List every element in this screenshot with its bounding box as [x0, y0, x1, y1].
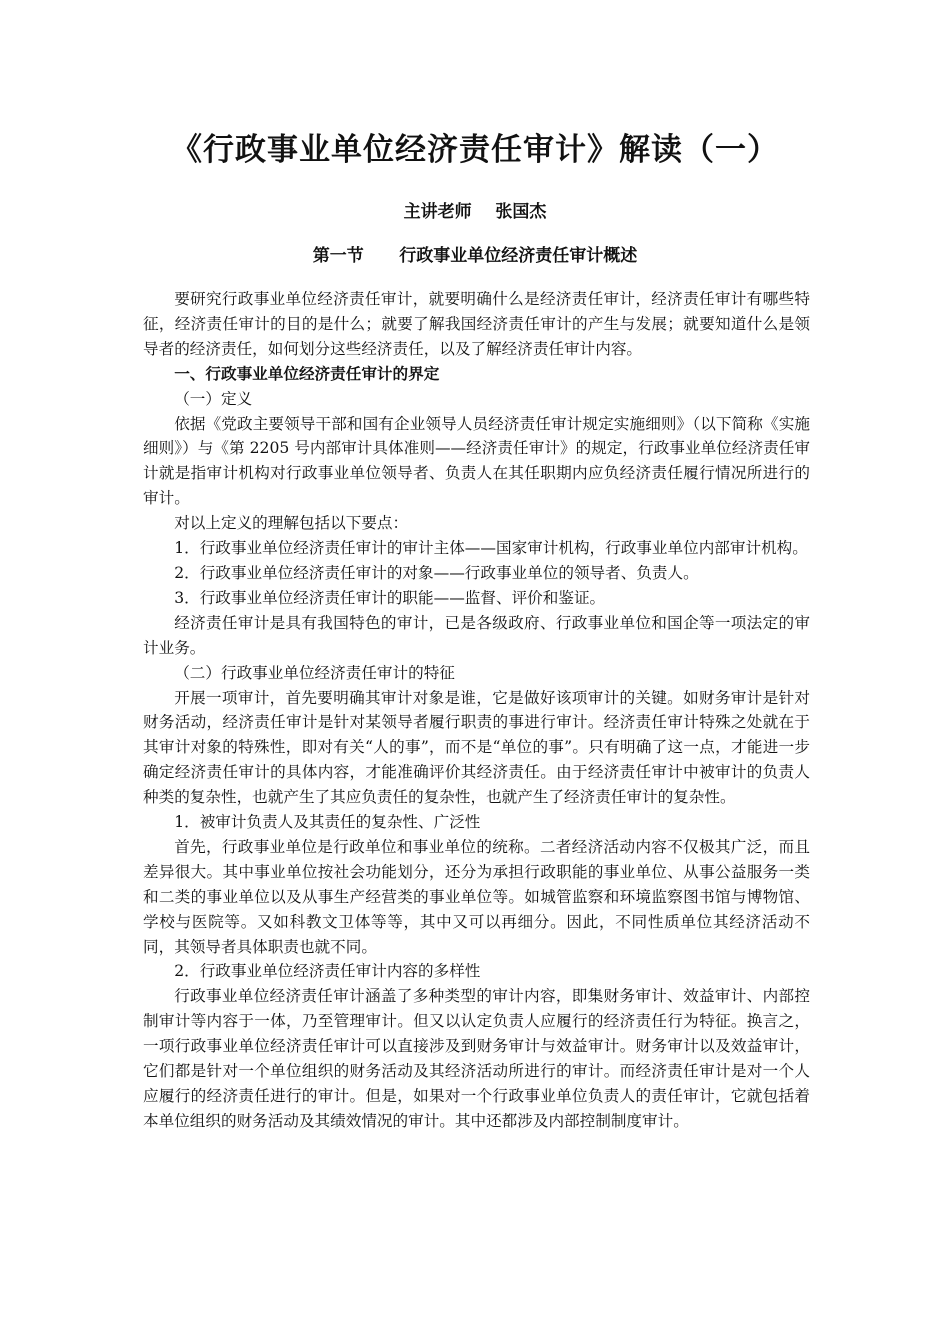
subsection-heading: （二）行政事业单位经济责任审计的特征: [174, 663, 455, 682]
list-item: 2．行政事业单位经济责任审计内容的多样性: [174, 962, 481, 981]
paragraph: 首先，行政事业单位是行政单位和事业单位的统称。二者经济活动内容不仅极其广泛，而且差异很大。其中事业单位按社会功能划分，还分为承担行政职能的事业单位、从事公益服务一类和二类的事业单位以及从事生产经营类的事业单位等。如城管监察和环境监察图书馆与博物馆、学校与医院等。又如科教文卫体等等，其中又可以再细分。因此，不同性质单位其经济活动不同，其领导者具体职责也就不同。: [143, 837, 810, 956]
paragraph: 依据《党政主要领导干部和国有企业领导人员经济责任审计规定实施细则》（以下简称《实施细则》）与《第 2205 号内部审计具体准则——经济责任审计》的规定，行政事业单位经济责任审计就是指审计机构对行政事业单位领导者、负责人在其任职期内应负经济责任履行情况所进行的审计。: [143, 414, 810, 508]
paragraph: 对以上定义的理解包括以下要点：: [174, 514, 409, 533]
paragraph: 要研究行政事业单位经济责任审计，就要明确什么是经济责任审计，经济责任审计有哪些特征，经济责任审计的目的是什么；就要了解我国经济责任审计的产生与发展；就要知道什么是领导者的经济责任，如何划分这些经济责任，以及了解经济责任审计内容。: [143, 290, 810, 358]
subsection-heading: （一）定义: [174, 389, 253, 408]
paragraph: 经济责任审计是具有我国特色的审计，已是各级政府、行政事业单位和国企等一项法定的审计业务。: [143, 613, 810, 657]
lecturer-line: 主讲老师 张国杰: [403, 202, 547, 222]
list-item: 1．被审计负责人及其责任的复杂性、广泛性: [174, 813, 481, 832]
paragraph: 行政事业单位经济责任审计涵盖了多种类型的审计内容，即集财务审计、效益审计、内部控制审计等内容于一体，乃至管理审计。但又以认定负责人应履行的经济责任行为特征。换言之，一项行政事业单位经济责任审计可以直接涉及到财务审计与效益审计。财务审计以及效益审计，它们都是针对一个单位组织的财务活动及其经济活动所进行的审计。而经济责任审计是对一个人应履行的经济责任进行的审计。但是，如果对一个行政事业单位负责人的责任审计，它就包括着本单位组织的财务活动及其绩效情况的审计。其中还都涉及内部控制制度审计。: [143, 987, 810, 1130]
list-item: 3．行政事业单位经济责任审计的职能——监督、评价和鉴证。: [174, 588, 606, 607]
paragraph: 开展一项审计，首先要明确其审计对象是谁，它是做好该项审计的关键。如财务审计是针对财务活动，经济责任审计是针对某领导者履行职责的事进行审计。经济责任审计特殊之处就在于其审计对象的特殊性，即对有关“人的事”，而不是“单位的事”。只有明确了这一点，才能进一步确定经济责任审计的具体内容，才能准确评价其经济责任。由于经济责任审计中被审计的负责人种类的复杂性，也就产生了其应负责任的复杂性，也就产生了经济责任审计的复杂性。: [143, 688, 810, 807]
document-title: 《行政事业单位经济责任审计》解读（一）: [171, 132, 779, 168]
list-item: 1．行政事业单位经济责任审计的审计主体——国家审计机构，行政事业单位内部审计机构。: [174, 539, 808, 558]
section-heading: 第一节 行政事业单位经济责任审计概述: [312, 246, 638, 266]
subheading: 一、行政事业单位经济责任审计的界定: [174, 363, 440, 383]
list-item: 2．行政事业单位经济责任审计的对象——行政事业单位的领导者、负责人。: [174, 563, 699, 582]
document-body: [143, 287, 810, 1134]
